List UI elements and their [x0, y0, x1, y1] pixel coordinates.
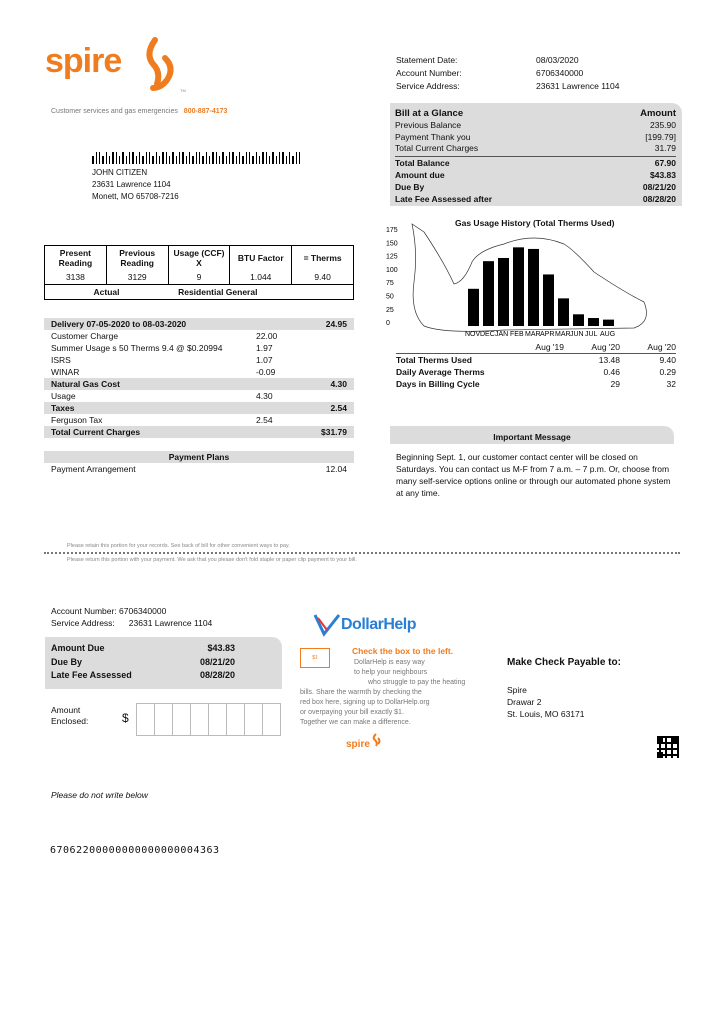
total-charges	[44, 426, 354, 438]
usage-header-cell: Aug '19	[535, 342, 564, 352]
statement-date: 08/03/2020	[536, 55, 579, 65]
amount-enclosed-label	[51, 705, 88, 727]
delivery-item-label: Customer Charge	[51, 331, 119, 341]
dollarhelp-line: who struggle to pay the heating	[368, 679, 466, 686]
delivery-item	[44, 366, 354, 378]
glance-total-label: Amount due	[395, 169, 445, 180]
message-title: Important Message	[390, 426, 674, 444]
tax-item	[44, 414, 354, 426]
delivery-header-label: Delivery 07-05-2020 to 08-03-2020	[51, 319, 187, 329]
enclosed-digit-box[interactable]	[226, 703, 245, 736]
x-tick-label: DEC	[480, 331, 495, 338]
delivery-item-value: 1.97	[256, 343, 273, 353]
usage-row-cell: 13.48	[598, 355, 620, 365]
taxes-header-value: 2.54	[330, 403, 347, 413]
enclosed-digit-box[interactable]	[190, 703, 209, 736]
glance-total	[395, 169, 676, 181]
payable-title: Make Check Payable to:	[507, 657, 621, 668]
glance-total-value: 08/28/20	[642, 193, 676, 204]
enclosed-label2: Enclosed:	[51, 716, 89, 726]
y-tick-label: 75	[386, 280, 394, 288]
qr-code-icon	[657, 736, 679, 758]
dollarhelp-line: to help your neighbours	[354, 669, 428, 676]
retain-note: Please retain this portion for your records. See back of bill for other convenient ways to pay.	[67, 543, 290, 549]
glance-amount-header: Amount	[640, 108, 676, 119]
glance-total	[395, 193, 676, 205]
account-label: Account Number:	[396, 68, 462, 78]
x-tick-label: NOV	[465, 331, 481, 338]
usage-row-cell: 9.40	[659, 355, 676, 365]
tax-item-label: Ferguson Tax	[51, 415, 103, 425]
x-tick-label: FEB	[510, 331, 524, 338]
chart-bar	[558, 298, 569, 326]
customer-name: JOHN CITIZEN	[92, 168, 148, 177]
enclosed-digit-box[interactable]	[244, 703, 263, 736]
y-tick-label: 175	[386, 227, 398, 234]
amount-enclosed-field[interactable]	[137, 703, 281, 738]
tax-item-value: 2.54	[256, 415, 273, 425]
y-tick-label: 50	[386, 293, 394, 301]
payment-arrangement-value: 12.04	[325, 464, 347, 474]
delivery-item	[44, 330, 354, 342]
usage-row	[396, 366, 676, 378]
chart-bar	[483, 261, 494, 326]
glance-title: Bill at a Glance	[395, 108, 464, 119]
usage-row-cell: Total Therms Used	[396, 355, 472, 365]
glance-total-label: Due By	[395, 181, 425, 192]
glance-total-label: Late Fee Assessed after	[395, 193, 493, 204]
glance-row-value: [199.79]	[645, 131, 676, 142]
glance-total-value: 08/21/20	[642, 181, 676, 192]
x-tick-label: JUN	[570, 331, 584, 338]
gas-cost-header	[44, 378, 354, 390]
no-write-note: Please do not write below	[51, 790, 148, 800]
glance-total-label: Total Balance	[395, 157, 450, 168]
dollarhelp-line: bills. Share the warmth by checking the	[300, 689, 422, 696]
dollarhelp-heart-icon	[312, 612, 342, 638]
usage-table	[396, 341, 676, 390]
usage-header	[396, 341, 676, 354]
chart-title: Gas Usage History (Total Therms Used)	[455, 218, 615, 228]
taxes-header-label: Taxes	[51, 403, 75, 413]
logo-wordmark: spire	[45, 42, 122, 80]
stub-row-label: Amount Due	[51, 643, 105, 653]
perforation-line	[44, 552, 680, 554]
small-flame-icon	[372, 733, 382, 747]
dollarhelp-line: or overpaying your bill exactly $1.	[300, 709, 404, 716]
meter-value: 1.044	[230, 270, 292, 285]
chart-bar	[498, 258, 509, 326]
service-label: Service Address:	[396, 81, 460, 91]
statement-info	[396, 54, 636, 93]
x-tick-label: MAR	[525, 331, 541, 338]
payable-address	[507, 684, 585, 720]
stub-account-label: Account Number:	[51, 606, 117, 616]
delivery-item-value: 1.07	[256, 355, 273, 365]
meter-header: BTU Factor	[230, 246, 292, 271]
dollarhelp-body	[300, 658, 480, 728]
meter-header: = Therms	[292, 246, 354, 271]
meter-footer-left: Actual	[45, 285, 169, 300]
enclosed-label1: Amount	[51, 705, 81, 715]
glance-row-label: Previous Balance	[395, 120, 462, 130]
total-charges-value: $31.79	[321, 427, 347, 437]
x-tick-label: MAR	[555, 331, 571, 338]
dollarhelp-checkbox[interactable]: $1	[300, 648, 330, 668]
payable-line2: Drawar 2	[507, 697, 542, 707]
glance-row	[395, 120, 676, 132]
stub-service: 23631 Lawrence 1104	[128, 618, 213, 628]
glance-row	[395, 143, 676, 155]
delivery-header-value: 24.95	[325, 319, 347, 329]
stub-row-value: 08/28/20	[199, 670, 235, 680]
support-text: Customer services and gas emergencies	[51, 108, 178, 115]
bill-at-a-glance	[390, 103, 682, 206]
gas-usage-chart	[384, 222, 684, 342]
usage-header-cell	[396, 341, 508, 353]
stub-row-label: Late Fee Assessed	[51, 670, 132, 680]
meter-value: 9	[168, 270, 230, 285]
delivery-item	[44, 342, 354, 354]
chart-bar	[588, 318, 599, 326]
support-phone: 800-887-4173	[183, 108, 228, 115]
stub-row-label: Due By	[51, 656, 83, 667]
y-tick-label: 0	[386, 320, 390, 328]
enclosed-digit-box[interactable]	[154, 703, 173, 736]
usage-row-cell: 32	[666, 379, 676, 389]
y-tick-label: 100	[386, 266, 398, 274]
payment-plans	[44, 451, 354, 475]
enclosed-digit-box[interactable]	[262, 703, 281, 736]
x-tick-label: JUL	[585, 331, 598, 338]
statement-date-label: Statement Date:	[396, 55, 458, 65]
payable-line1: Spire	[507, 685, 527, 695]
delivery-item-value: -0.09	[256, 367, 276, 377]
spire-logo	[45, 42, 186, 93]
enclosed-digit-box[interactable]	[208, 703, 227, 736]
usage-row-cell: 0.46	[603, 367, 620, 377]
dollarhelp-logo: DollarHelp	[341, 616, 417, 633]
delivery-item-label: WINAR	[51, 367, 80, 377]
trademark: TM	[180, 88, 186, 93]
usage-row-cell: Days in Billing Cycle	[396, 379, 480, 389]
stub-row-value: 08/21/20	[199, 656, 235, 667]
delivery-item	[44, 354, 354, 366]
y-tick-label: 25	[386, 306, 394, 314]
payment-plans-title: Payment Plans	[44, 451, 354, 463]
enclosed-digit-box[interactable]	[172, 703, 191, 736]
glance-row	[395, 132, 676, 144]
y-tick-label: 150	[386, 240, 398, 248]
usage-row-cell	[508, 354, 564, 366]
stub-row	[51, 642, 235, 656]
customer-address2: Monett, MO 65708-7216	[92, 192, 179, 201]
stub-account-info	[51, 605, 212, 629]
glance-total-value: 67.90	[654, 157, 676, 168]
gas-cost-item-label: Usage	[51, 391, 76, 401]
chart-bar	[573, 314, 584, 326]
y-tick-label: 125	[386, 253, 398, 261]
return-note: Please return this portion with your payment. We ask that you please don't fold staple or paper clip payment to your bill.	[67, 557, 357, 563]
payable-line3: St. Louis, MO 63171	[507, 709, 585, 719]
stub-row	[51, 669, 235, 683]
usage-row	[396, 378, 676, 390]
glance-total	[395, 181, 676, 193]
support-line	[51, 108, 227, 115]
meter-reading-table	[44, 245, 354, 300]
stub-service-label: Service Address:	[51, 618, 115, 628]
meter-footer-right: Residential General	[168, 285, 353, 300]
chart-bar	[603, 320, 614, 326]
x-tick-label: APR	[540, 331, 555, 338]
message-body: Beginning Sept. 1, our customer contact center will be closed on Saturdays. You can contact us M-F from 7 a.m. – 7 p.m. Or, choose from many self-service options online or through our automated phone system at any time.	[396, 452, 671, 498]
stub-row	[51, 656, 235, 670]
enclosed-digit-box[interactable]	[136, 703, 155, 736]
usage-row-cell: 0.29	[659, 367, 676, 377]
small-logo-word: spire	[346, 739, 370, 750]
stub-account: 6706340000	[119, 606, 167, 616]
meter-value: 3129	[106, 270, 168, 285]
barcode-icon	[92, 152, 302, 164]
customer-address	[92, 167, 179, 203]
x-tick-label: AUG	[600, 331, 616, 338]
delivery-item-value: 22.00	[256, 331, 278, 341]
meter-header: Present Reading	[45, 246, 107, 271]
total-charges-label: Total Current Charges	[51, 427, 141, 437]
usage-row	[396, 354, 676, 366]
micr-line: 67062200000000000000004363	[50, 845, 220, 856]
usage-row-cell: 29	[610, 379, 620, 389]
x-tick-label: JAN	[495, 331, 509, 338]
usage-row-cell	[508, 366, 564, 378]
customer-address1: 23631 Lawrence 1104	[92, 180, 171, 189]
chart-bar	[468, 289, 479, 326]
dollarhelp-line: Together we can make a difference.	[300, 719, 411, 726]
meter-header: Previous Reading	[106, 246, 168, 271]
glance-total	[395, 157, 676, 169]
meter-value: 9.40	[292, 270, 354, 285]
chart-bar	[528, 249, 539, 326]
glance-row-label: Payment Thank you	[395, 131, 471, 142]
dollarhelp-headline: Check the box to the left.	[352, 646, 454, 656]
charges-section	[44, 318, 354, 438]
spire-small-logo	[346, 733, 382, 750]
meter-header: Usage (CCF) X	[168, 246, 230, 271]
spire-flame-icon	[141, 36, 181, 94]
glance-total-value: $43.83	[650, 169, 676, 180]
payment-arrangement-label: Payment Arrangement	[51, 464, 136, 474]
stub-amount-box	[45, 637, 282, 689]
dollarhelp-line: red box here, signing up to DollarHelp.org	[300, 699, 430, 706]
usage-row-cell: Daily Average Therms	[396, 367, 485, 377]
gas-cost-item-value: 4.30	[256, 391, 273, 401]
service-address: 23631 Lawrence 1104	[536, 81, 620, 91]
gas-cost-header-label: Natural Gas Cost	[51, 379, 120, 389]
delivery-item-label: ISRS	[51, 355, 71, 365]
account-number: 6706340000	[536, 68, 584, 78]
chart-bar	[513, 247, 524, 326]
usage-row-cell	[508, 378, 564, 390]
gas-cost-item	[44, 390, 354, 402]
gas-cost-header-value: 4.30	[330, 379, 347, 389]
stub-row-value: $43.83	[207, 643, 235, 653]
delivery-item-label: Summer Usage s 50 Therms 9.4 @ $0.20994	[51, 343, 223, 353]
chart-bar	[543, 274, 554, 326]
glance-row-value: 31.79	[654, 143, 676, 153]
dollarhelp-line: DollarHelp is easy way	[354, 659, 425, 666]
taxes-header	[44, 402, 354, 414]
dollar-sign: $	[122, 711, 129, 725]
usage-header-cell: Aug '20	[591, 342, 620, 352]
glance-row-value: 235.90	[650, 120, 676, 130]
delivery-header	[44, 318, 354, 330]
glance-row-label: Total Current Charges	[395, 143, 479, 153]
usage-header-cell: Aug '20	[647, 342, 676, 352]
meter-value: 3138	[45, 270, 107, 285]
